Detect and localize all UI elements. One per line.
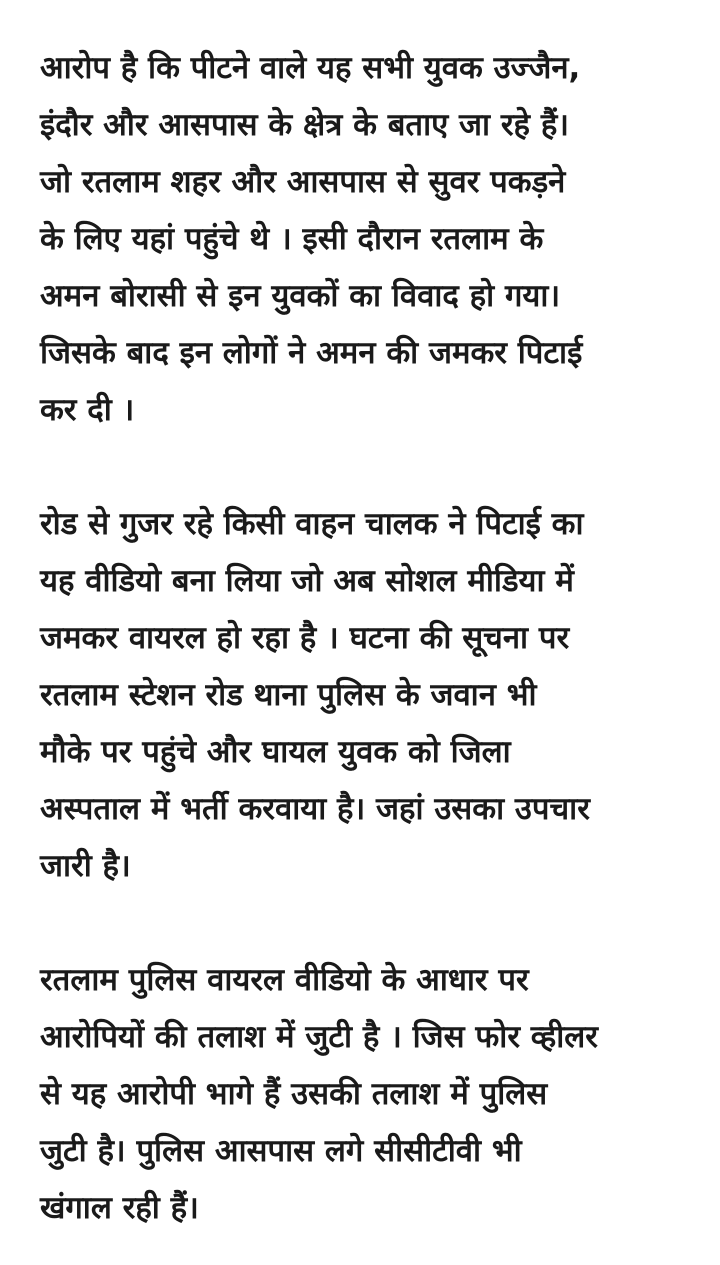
paragraph-1 (40, 40, 690, 439)
text-line: से यह आरोपी भागे हैं उसकी तलाश में पुलिस (40, 1076, 548, 1112)
paragraph-2 (40, 496, 690, 895)
text-line: जुटी है। पुलिस आसपास लगे सीसीटीवी भी (40, 1133, 522, 1169)
text-line: अस्पताल में भर्ती करवाया है। जहां उसका उपचार (40, 791, 590, 827)
text-line: कर दी । (40, 392, 135, 428)
paragraph-spacer (40, 439, 690, 496)
text-line: जिसके बाद इन लोगों ने अमन की जमकर पिटाई (40, 335, 583, 371)
text-line: खंगाल रही हैं। (40, 1190, 199, 1226)
paragraph-3 (40, 952, 690, 1237)
text-line: आरोपियों की तलाश में जुटी है । जिस फोर व्हीलर (40, 1019, 598, 1055)
text-line: रतलाम पुलिस वायरल वीडियो के आधार पर (40, 962, 529, 998)
article-body (40, 40, 690, 1237)
text-line: अमन बोरासी से इन युवकों का विवाद हो गया। (40, 278, 561, 314)
paragraph-spacer (40, 895, 690, 952)
text-line: जमकर वायरल हो रहा है । घटना की सूचना पर (40, 620, 570, 656)
text-line: जारी है। (40, 848, 131, 884)
text-line: रतलाम स्टेशन रोड थाना पुलिस के जवान भी (40, 677, 537, 713)
text-line: यह वीडियो बना लिया जो अब सोशल मीडिया में (40, 563, 574, 599)
text-line: इंदौर और आसपास के क्षेत्र के बताए जा रहे हैं। (40, 107, 570, 143)
text-line: आरोप है कि पीटने वाले यह सभी युवक उज्जैन, (40, 50, 581, 86)
text-line: मौके पर पहुंचे और घायल युवक को जिला (40, 734, 511, 770)
text-line: रोड से गुजर रहे किसी वाहन चालक ने पिटाई का (40, 506, 584, 542)
text-line: के लिए यहां पहुंचे थे । इसी दौरान रतलाम के (40, 221, 544, 257)
text-line: जो रतलाम शहर और आसपास से सुवर पकड़ने (40, 164, 566, 200)
